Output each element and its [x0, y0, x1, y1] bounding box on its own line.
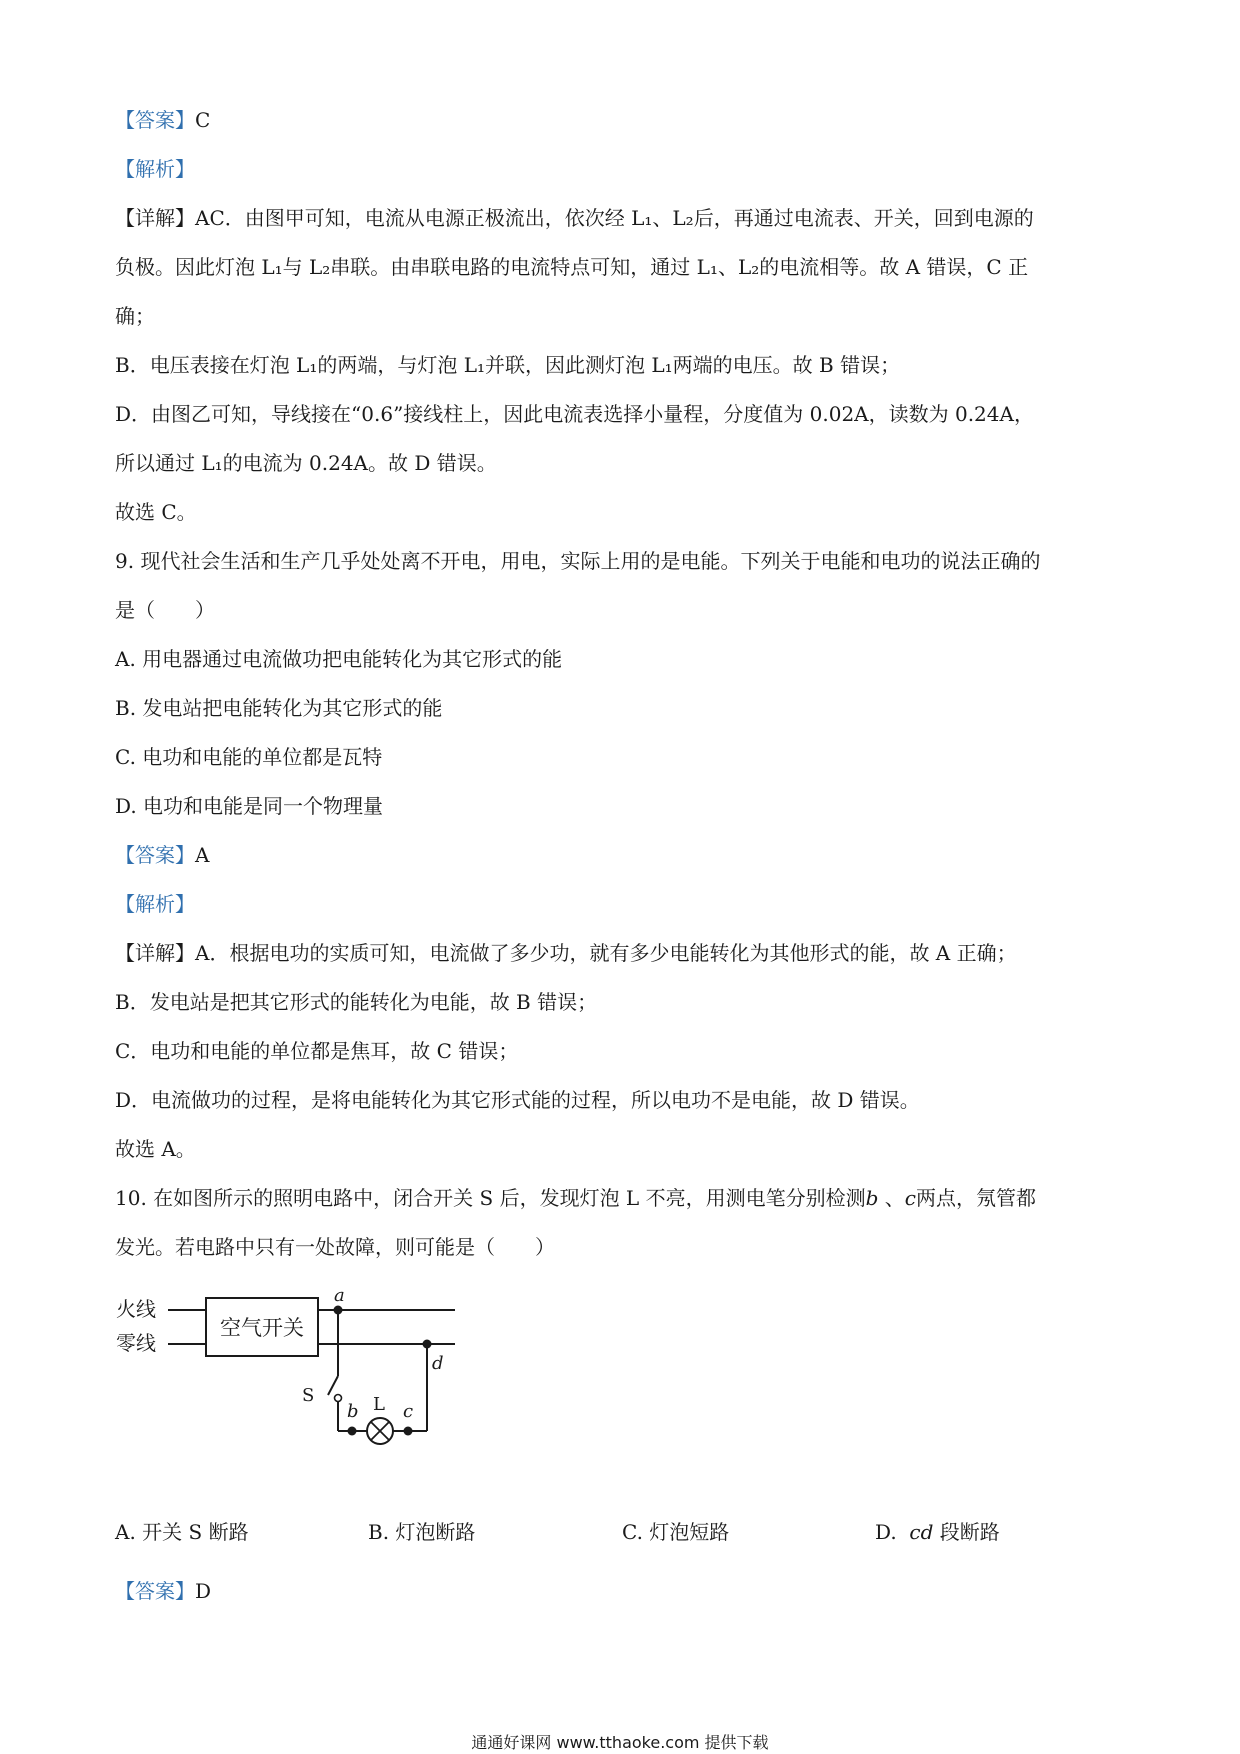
q10-option-a: A. 开关 S 断路 [115, 1520, 249, 1544]
q8-detail-line-1 [115, 206, 1034, 230]
q10-answer-tag: 【答案】 [115, 1579, 195, 1603]
q10-stem-text-c: 、 [878, 1186, 905, 1210]
point-d-label: d [432, 1353, 444, 1374]
page-footer: 通通好课网 www.tthaoke.com 提供下载 [471, 1733, 769, 1752]
q10-stem-var-b: b [865, 1186, 879, 1210]
point-a-label: a [334, 1285, 345, 1306]
q8-detail-line-2: 负极。因此灯泡 L₁与 L₂串联。由串联电路的电流特点可知，通过 L₁、L₂的电流相等。故 A 错误，C 正 [115, 255, 1029, 279]
q8-detail-line-6: 所以通过 L₁的电流为 0.24A。故 D 错误。 [115, 451, 497, 475]
switch-contact [335, 1395, 342, 1402]
q9-stem-line-2: 是（ ） [115, 598, 215, 622]
q10-stem-line-1 [115, 1186, 1036, 1210]
lighting-circuit-diagram [112, 1278, 472, 1458]
q10-answer-value: D [195, 1579, 212, 1603]
q10-option-d-suffix: 段断路 [933, 1520, 1000, 1544]
q9-detail-tag: 【详解】 [115, 941, 195, 965]
q8-detail-line-5: D．由图乙可知，导线接在“0.6”接线柱上，因此电流表选择小量程，分度值为 0.02A，读数为 0.24A， [115, 402, 1034, 426]
air-breaker-label: 空气开关 [220, 1316, 304, 1340]
q10-stem-text-e: 两点，氖管都 [915, 1186, 1036, 1210]
q8-detail-text-1: AC．由图甲可知，电流从电源正极流出，依次经 L₁、L₂后，再通过电流表、开关，回到电源的 [195, 206, 1034, 230]
q8-detail-tag: 【详解】 [115, 206, 195, 230]
live-wire-label: 火线 [116, 1297, 156, 1321]
q9-detail-line-2: B．发电站是把其它形式的能转化为电能，故 B 错误； [115, 990, 598, 1014]
q9-answer-value: A [195, 843, 210, 867]
q10-stem-var-c: c [904, 1186, 916, 1210]
point-b-label: b [347, 1401, 359, 1422]
q9-option-d: D. 电功和电能是同一个物理量 [115, 794, 384, 818]
q9-answer [115, 843, 209, 867]
neutral-wire-label: 零线 [116, 1331, 156, 1355]
q8-answer-value: C [195, 108, 211, 132]
q10-option-d-prefix: D. [875, 1520, 910, 1544]
q8-answer-tag: 【答案】 [115, 108, 195, 132]
q8-detail-line-4: B．电压表接在灯泡 L₁的两端，与灯泡 L₁并联，因此测灯泡 L₁两端的电压。故 B 错误； [115, 353, 901, 377]
q10-option-d-var: cd [909, 1520, 934, 1544]
q8-conclusion: 故选 C。 [115, 500, 197, 524]
lamp-label: L [373, 1394, 385, 1415]
q9-analysis-tag: 【解析】 [115, 892, 195, 916]
q8-answer [115, 108, 210, 132]
q8-detail-line-3: 确； [115, 304, 155, 328]
q9-answer-tag: 【答案】 [115, 843, 195, 867]
q10-option-d [875, 1520, 1000, 1544]
junction-b [348, 1427, 357, 1436]
q10-option-c: C. 灯泡短路 [622, 1520, 730, 1544]
switch-blade [328, 1376, 338, 1395]
q10-stem-text-a: 10. 在如图所示的照明电路中，闭合开关 S 后，发现灯泡 L 不亮，用测电笔分别检测 [115, 1186, 866, 1210]
q9-stem-line-1: 9. 现代社会生活和生产几乎处处离不开电，用电，实际上用的是电能。下列关于电能和电功的说法正确的 [115, 549, 1041, 573]
q9-conclusion: 故选 A。 [115, 1137, 196, 1161]
q9-detail-line-1 [115, 941, 1017, 965]
q10-stem-line-2: 发光。若电路中只有一处故障，则可能是（ ） [115, 1235, 555, 1259]
q10-answer [115, 1579, 211, 1603]
q8-analysis-tag: 【解析】 [115, 157, 195, 181]
q9-detail-line-4: D．电流做功的过程，是将电能转化为其它形式能的过程，所以电功不是电能，故 D 错误。 [115, 1088, 920, 1112]
q9-option-c: C. 电功和电能的单位都是瓦特 [115, 745, 383, 769]
q9-option-b: B. 发电站把电能转化为其它形式的能 [115, 696, 443, 720]
junction-d [423, 1340, 432, 1349]
switch-label: S [302, 1385, 315, 1406]
point-c-label: c [403, 1401, 414, 1422]
q10-option-b: B. 灯泡断路 [368, 1520, 476, 1544]
q9-option-a: A. 用电器通过电流做功把电能转化为其它形式的能 [115, 647, 563, 671]
q9-detail-line-3: C．电功和电能的单位都是焦耳，故 C 错误； [115, 1039, 519, 1063]
q9-detail-text-1: A．根据电功的实质可知，电流做了多少功，就有多少电能转化为其他形式的能，故 A 正确； [195, 941, 1017, 965]
